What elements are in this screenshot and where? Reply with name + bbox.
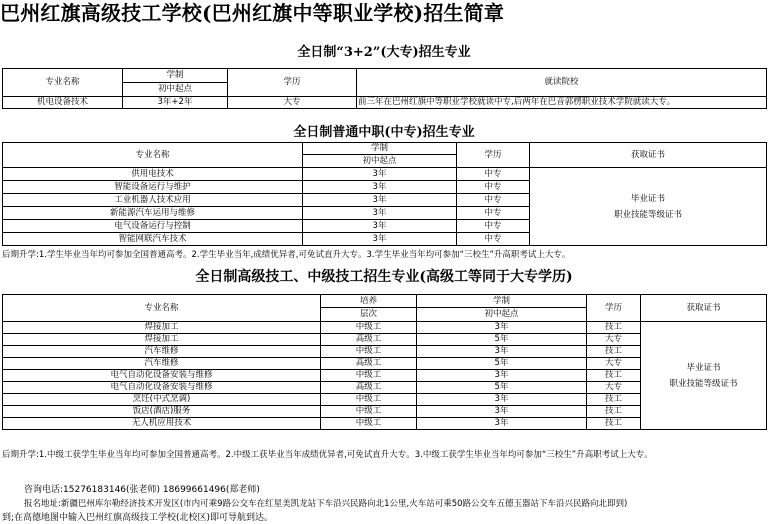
certificate-skill: 职业技能等级证书	[669, 378, 738, 389]
s1-header-duration-sub: 初中起点	[123, 82, 228, 96]
duration-cell: 3年	[417, 322, 587, 334]
s2-header-duration-sub: 初中起点	[303, 154, 457, 167]
certificate-graduation: 毕业证书	[630, 193, 665, 204]
major-cell: 烹饪(中式烹调)	[3, 394, 321, 406]
duration-cell: 3年	[417, 394, 587, 406]
school-cell: 前三年在巴州红旗中等职业学校就读中专,后两年在巴音郭楞职业技术学院就读大专。	[357, 97, 767, 109]
duration-cell: 3年	[417, 418, 587, 430]
level-cell: 中级工	[321, 346, 417, 358]
level-cell: 中级工	[321, 370, 417, 382]
duration-cell: 5年	[417, 358, 587, 370]
s3-header-duration-label: 学制	[492, 296, 510, 306]
table-row	[3, 168, 767, 181]
level-cell: 中级工	[321, 394, 417, 406]
education-cell: 技工	[587, 322, 641, 334]
certificate-graduation: 毕业证书	[686, 362, 721, 373]
s2-header-duration	[303, 143, 457, 168]
major-cell: 饭店(酒店)服务	[3, 406, 321, 418]
s3-header-duration-sub: 初中起点	[417, 307, 587, 321]
education-cell: 大专	[587, 334, 641, 346]
s3-header-level-sub: 层次	[321, 307, 417, 321]
section3-header-row	[3, 295, 767, 322]
education-cell: 大专	[587, 358, 641, 370]
major-cell: 供用电技术	[3, 168, 303, 181]
education-cell: 大专	[228, 97, 357, 109]
education-cell: 技工	[587, 418, 641, 430]
duration-cell: 3年	[303, 168, 457, 181]
major-cell: 工业机器人技术应用	[3, 194, 303, 207]
navigation-note: 到;在高德地图中输入巴州红旗高级技工学校(北校区)即可导航到达。	[2, 513, 274, 523]
section3-note: 后期升学:1.中级工获学生毕业当年均可参加全国普通高考。2.中级工获毕业当年成绩优异者,可免试直升大专。3.中级工获学生毕业当年均可参加“三校生”升高职考试上大专。	[2, 450, 653, 460]
s1-header-duration	[123, 69, 228, 97]
duration-cell: 3年	[303, 233, 457, 246]
s2-header-major: 专业名称	[3, 143, 303, 168]
certificate-skill: 职业技能等级证书	[613, 209, 682, 220]
major-cell: 新能源汽车运用与维修	[3, 207, 303, 220]
s2-header-certificate: 获取证书	[530, 143, 767, 168]
section3-table	[2, 294, 767, 430]
table-row	[3, 97, 767, 109]
major-cell: 电气自动化设备安装与维修	[3, 370, 321, 382]
education-cell: 大专	[587, 382, 641, 394]
level-cell: 中级工	[321, 322, 417, 334]
level-cell: 中级工	[321, 406, 417, 418]
duration-cell: 3年	[303, 181, 457, 194]
major-cell: 电气设备运行与控制	[3, 220, 303, 233]
section2-note: 后期升学:1.学生毕业当年均可参加全国普通高考。2.学生毕业当年,成绩优异者,可免试直升大专。3.学生毕业当年均可参加“三校生”升高职考试上大专。	[2, 250, 571, 260]
section2-table	[2, 142, 767, 246]
s3-certificate-cell	[641, 322, 767, 430]
major-cell: 智能设备运行与维护	[3, 181, 303, 194]
s3-header-level-label: 培养	[359, 296, 377, 306]
major-cell: 机电设备技术	[3, 97, 123, 109]
duration-cell: 3年	[303, 220, 457, 233]
section1-header-row	[3, 69, 767, 97]
s3-header-duration	[417, 295, 587, 322]
s1-header-major: 专业名称	[3, 69, 123, 97]
level-cell: 高级工	[321, 382, 417, 394]
duration-cell: 3年	[417, 346, 587, 358]
s1-header-duration-label: 学制	[166, 70, 184, 80]
level-cell: 中级工	[321, 418, 417, 430]
s3-header-education: 学历	[587, 295, 641, 322]
duration-cell: 5年	[417, 382, 587, 394]
duration-cell: 3年+2年	[123, 97, 228, 109]
education-cell: 技工	[587, 370, 641, 382]
s3-header-level	[321, 295, 417, 322]
s1-header-education: 学历	[228, 69, 357, 97]
duration-cell: 3年	[303, 194, 457, 207]
section1-table	[2, 68, 767, 109]
education-cell: 中专	[457, 194, 530, 207]
table-row	[3, 322, 767, 334]
s2-header-duration-label: 学制	[370, 143, 388, 153]
education-cell: 技工	[587, 394, 641, 406]
education-cell: 中专	[457, 233, 530, 246]
section2-header-row	[3, 143, 767, 168]
education-cell: 技工	[587, 346, 641, 358]
section3-heading: 全日制高级技工、中级技工招生专业(高级工等同于大专学历)	[195, 269, 573, 285]
s2-header-education: 学历	[457, 143, 530, 168]
major-cell: 焊接加工	[3, 334, 321, 346]
page-title: 巴州红旗高级技工学校(巴州红旗中等职业学校)招生简章	[0, 1, 505, 25]
major-cell: 无人机应用技术	[3, 418, 321, 430]
section1-heading: 全日制“3+2”(大专)招生专业	[297, 45, 471, 60]
level-cell: 高级工	[321, 334, 417, 346]
education-cell: 中专	[457, 207, 530, 220]
level-cell: 高级工	[321, 358, 417, 370]
duration-cell: 5年	[417, 334, 587, 346]
education-cell: 技工	[587, 406, 641, 418]
education-cell: 中专	[457, 168, 530, 181]
s3-header-major: 专业名称	[3, 295, 321, 322]
duration-cell: 3年	[303, 207, 457, 220]
major-cell: 电气自动化设备安装与维修	[3, 382, 321, 394]
major-cell: 汽车维修	[3, 346, 321, 358]
s1-header-school: 就读院校	[357, 69, 767, 97]
s3-header-certificate: 获取证书	[641, 295, 767, 322]
enrollment-address: 报名地址:新疆巴州库尔勒经济技术开发区(市内可乘9路公交车在红星美凯龙站下车沿兴民路向北1公里,火车站可乘50路公交车五德玉器站下车沿兴民路向北即到)	[24, 499, 628, 509]
education-cell: 中专	[457, 220, 530, 233]
duration-cell: 3年	[417, 406, 587, 418]
major-cell: 智能网联汽车技术	[3, 233, 303, 246]
section2-heading: 全日制普通中职(中专)招生专业	[293, 125, 475, 140]
education-cell: 中专	[457, 181, 530, 194]
s2-certificate-cell	[530, 168, 767, 246]
major-cell: 汽车维修	[3, 358, 321, 370]
duration-cell: 3年	[417, 370, 587, 382]
contact-phone: 咨询电话:15276183146(张老师) 18699661496(郑老师)	[24, 485, 260, 495]
major-cell: 焊接加工	[3, 322, 321, 334]
